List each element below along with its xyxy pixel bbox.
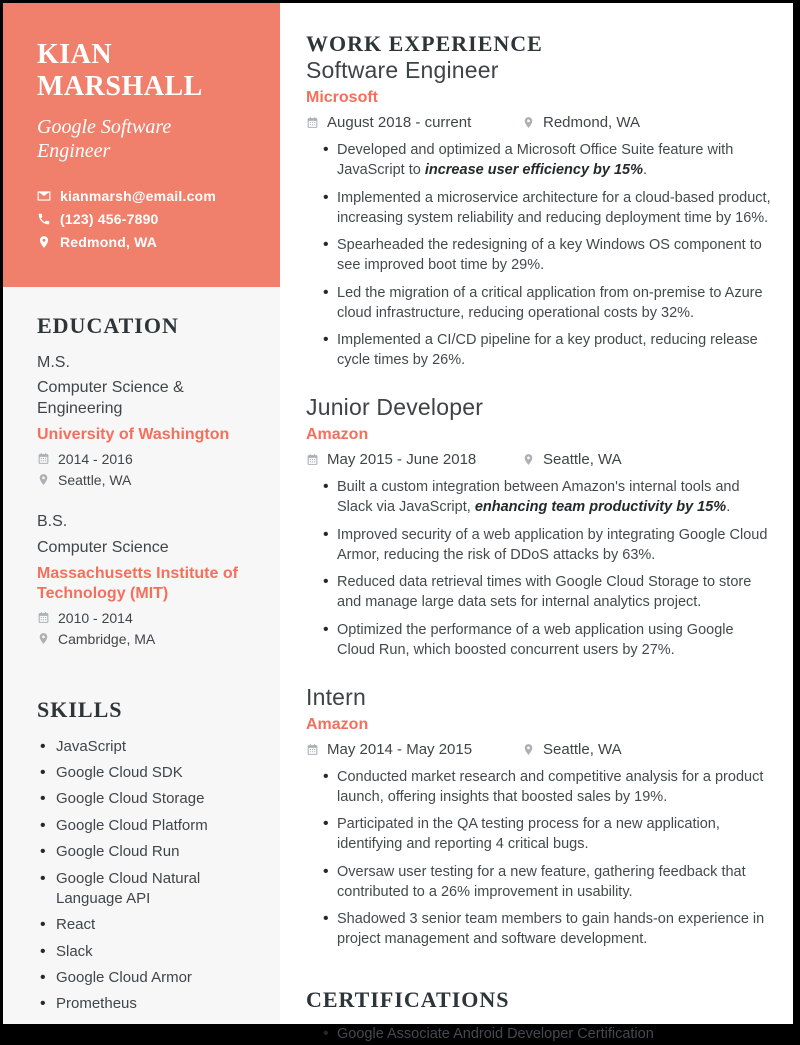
dates-text: May 2014 - May 2015 — [327, 740, 473, 758]
job-bullet: • Reduced data retrieval times with Google Cloud Storage to store and manage large data sets for internal analytics project. — [320, 572, 771, 612]
job-bullet: • Developed and optimized a Microsoft Office Suite feature with JavaScript to increase user efficiency by 15%. — [320, 140, 771, 180]
certification-list — [306, 1024, 771, 1044]
candidate-title: Google Software Engineer — [37, 115, 172, 163]
calendar-icon — [306, 116, 319, 129]
job-dates — [306, 114, 522, 131]
job-meta — [306, 114, 771, 131]
job-entry — [306, 394, 771, 660]
dates-text: 2014 - 2016 — [58, 450, 133, 467]
sidebar — [3, 3, 280, 1024]
emphasis-text: increase user efficiency by 15% — [424, 162, 644, 178]
skills-heading: SKILLS — [37, 696, 123, 722]
education-entry — [37, 512, 256, 647]
job-location — [522, 741, 622, 758]
pin-icon — [37, 235, 51, 249]
job-bullet: • Spearheaded the redesigning of a key Windows OS component to see improved boot time by 29%. — [320, 235, 771, 275]
contact-text: (123) 456-7890 — [60, 210, 159, 227]
pin-icon — [522, 116, 535, 129]
skill-item: • Google Cloud Natural Language API — [37, 869, 256, 909]
job-entries — [306, 57, 771, 949]
job-bullet-list — [306, 140, 771, 370]
contact-text: Redmond, WA — [60, 233, 158, 250]
pin-icon — [37, 473, 50, 486]
job-bullet: • Improved security of a web application by integrating Google Cloud Armor, reducing the risk of DDoS attacks by 63%. — [320, 525, 771, 565]
work-experience-section — [306, 31, 771, 949]
location-text: Cambridge, MA — [58, 630, 156, 647]
job-meta — [306, 451, 771, 468]
job-title: Software Engineer — [306, 57, 499, 83]
job-location — [522, 114, 640, 131]
job-bullet: • Optimized the performance of a web application using Google Cloud Run, which boosted concurrent users by 27%. — [320, 620, 771, 660]
skill-item: • Google Cloud Armor — [37, 968, 256, 988]
job-bullet: • Shadowed 3 senior team members to gain hands-on experience in project management and software development. — [320, 909, 771, 949]
school-name: University of Washington — [37, 425, 230, 443]
school-name: Massachusetts Institute of Technology (MIT) — [37, 564, 238, 602]
location-text: Seattle, WA — [543, 451, 622, 468]
job-dates — [306, 451, 522, 468]
degree: B.S. — [37, 512, 68, 530]
contact-item — [37, 188, 254, 204]
skill-item: • Prometheus — [37, 994, 256, 1014]
field: Computer Science — [37, 538, 169, 556]
company-name: Amazon — [306, 715, 369, 733]
calendar-icon — [37, 452, 50, 465]
company-name: Microsoft — [306, 89, 378, 106]
skill-item: • React — [37, 915, 256, 935]
job-bullet: • Built a custom integration between Amazon's internal tools and Slack via JavaScript, enhancing team productivity by 15%. — [320, 477, 771, 517]
pin-icon — [37, 632, 50, 645]
calendar-icon — [306, 743, 319, 756]
certifications-section — [306, 987, 771, 1044]
pin-icon — [522, 743, 535, 756]
job-location — [522, 451, 622, 468]
contact-item — [37, 234, 254, 250]
job-bullet: • Implemented a CI/CD pipeline for a key product, reducing release cycle times by 26%. — [320, 330, 771, 370]
education-entries — [37, 353, 256, 647]
job-bullet: • Implemented a microservice architecture for a cloud-based product, increasing system reliability and reducing deployment time by 16%. — [320, 188, 771, 228]
dates-line — [37, 610, 256, 626]
skill-item: • Google Cloud Platform — [37, 816, 256, 836]
education-heading: EDUCATION — [37, 312, 179, 338]
dates-text: 2010 - 2014 — [58, 609, 133, 626]
pin-icon — [522, 453, 535, 466]
degree: M.S. — [37, 353, 70, 371]
job-bullet: • Led the migration of a critical application from on-premise to Azure cloud infrastructure, reducing operational costs by 32%. — [320, 283, 771, 323]
job-entry — [306, 57, 771, 370]
dates-line — [37, 451, 256, 467]
job-bullet-list — [306, 767, 771, 950]
location-line — [37, 472, 256, 488]
contact-item — [37, 211, 254, 227]
dates-text: May 2015 - June 2018 — [327, 451, 477, 468]
certifications-heading: CERTIFICATIONS — [306, 987, 510, 1012]
skill-item: • Google Cloud Storage — [37, 789, 256, 809]
header-block — [3, 3, 280, 287]
skill-item: • Google Cloud Run — [37, 842, 256, 862]
dates-text: August 2018 - current — [327, 114, 472, 131]
job-bullet: • Conducted market research and competitive analysis for a product launch, offering insights that boosted sales by 19%. — [320, 767, 771, 807]
job-dates — [306, 741, 522, 758]
skills-section — [3, 671, 280, 1015]
job-title: Junior Developer — [306, 394, 484, 420]
calendar-icon — [37, 611, 50, 624]
calendar-icon — [306, 453, 319, 466]
certification-item: • Google Associate Android Developer Certification — [320, 1024, 771, 1044]
field: Computer Science & Engineering — [37, 379, 184, 418]
phone-icon — [37, 212, 51, 226]
education-section — [3, 287, 280, 647]
location-text: Seattle, WA — [58, 471, 132, 488]
skill-item: • Slack — [37, 942, 256, 962]
company-name: Amazon — [306, 426, 369, 443]
skill-item: • JavaScript — [37, 737, 256, 757]
job-meta — [306, 741, 771, 758]
location-text: Seattle, WA — [543, 740, 622, 758]
job-entry — [306, 684, 771, 950]
resume-page — [3, 3, 793, 1042]
job-bullet-list — [306, 477, 771, 660]
location-line — [37, 631, 256, 647]
emphasis-text: enhancing team productivity by 15% — [474, 499, 727, 515]
location-text: Redmond, WA — [543, 114, 640, 131]
skill-item: • Google Cloud SDK — [37, 763, 256, 783]
contact-text: kianmarsh@email.com — [60, 187, 216, 204]
main-column — [280, 3, 793, 1042]
envelope-icon — [37, 189, 51, 203]
work-experience-heading: WORK EXPERIENCE — [306, 31, 543, 56]
candidate-name: KIAN MARSHALL — [37, 39, 203, 102]
skill-list — [37, 737, 256, 1015]
education-entry — [37, 353, 256, 488]
job-bullet: • Oversaw user testing for a new feature, gathering feedback that contributed to a 26% improvement in usability. — [320, 862, 771, 902]
contact-list — [37, 188, 254, 250]
job-title: Intern — [306, 683, 367, 710]
job-bullet: • Participated in the QA testing process for a new application, identifying and reporting 4 critical bugs. — [320, 814, 771, 854]
